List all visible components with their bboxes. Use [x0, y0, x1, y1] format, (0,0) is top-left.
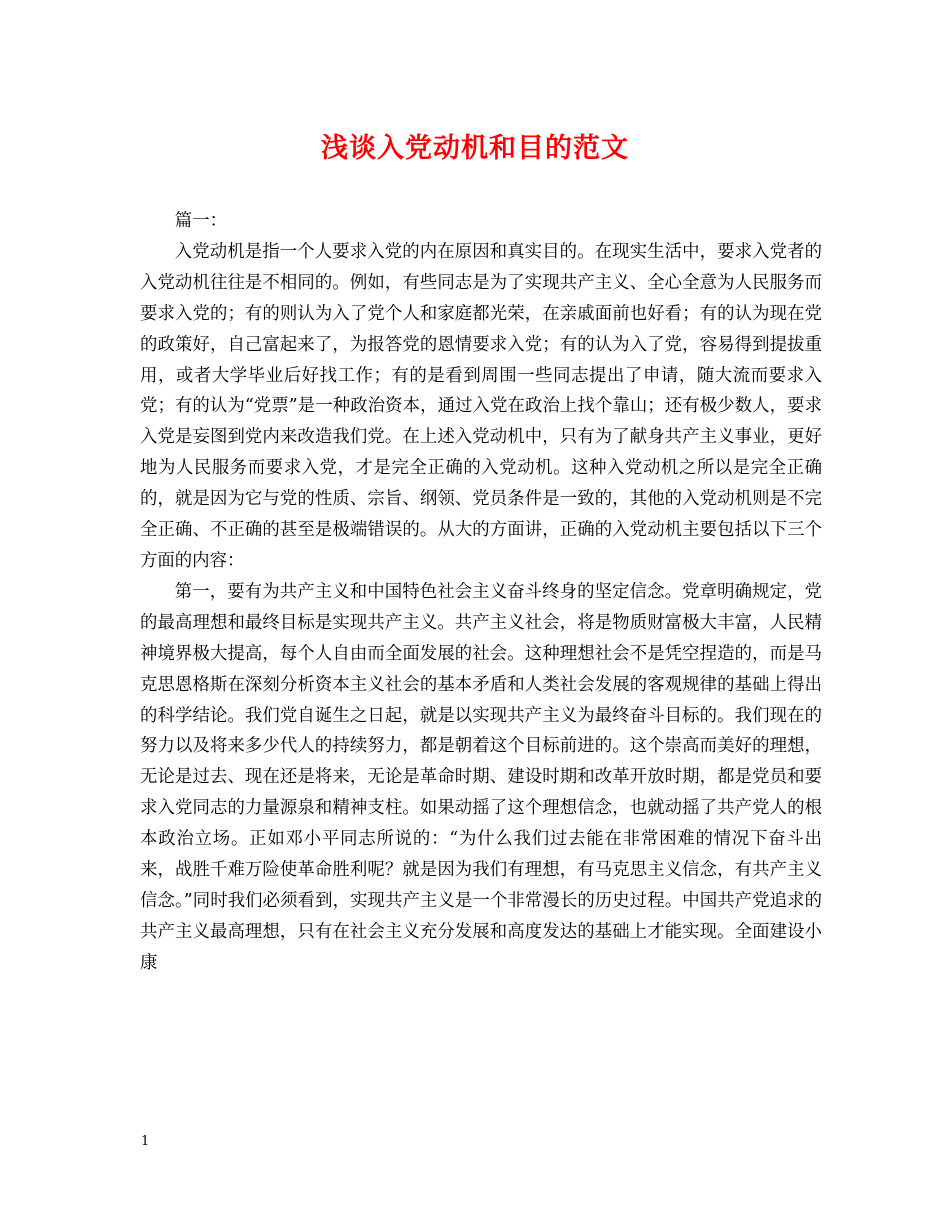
document-body [140, 206, 822, 979]
document-title: 浅谈入党动机和目的范文 [321, 133, 629, 164]
section-label: 篇一： [174, 211, 227, 231]
page-number: 1 [141, 1134, 150, 1149]
paragraph-1: 入党动机是指一个人要求入党的内在原因和真实目的。在现实生活中，要求入党者的入党动机往往是不相同的。例如，有些同志是为了实现共产主义、全心全意为人民服务而要求入党的；有的则认为入了党个人和家庭都光荣，在亲戚面前也好看；有的认为现在党的政策好，自己富起来了，为报答党的恩情要求入党；有的认为入了党，容易得到提拔重用，或者大学毕业后好找工作；有的是看到周围一些同志提出了申请，随大流而要求入党；有的认为“党票”是一种政治资本，通过入党在政治上找个靠山；还有极少数人，要求入党是妄图到党内来改造我们党。在上述入党动机中，只有为了献身共产主义事业，更好地为人民服务而要求入党，才是完全正确的入党动机。这种入党动机之所以是完全正确的，就是因为它与党的性质、宗旨、纲领、党员条件是一致的，其他的入党动机则是不完全正确、不正确的甚至是极端错误的。从大的方面讲，正确的入党动机主要包括以下三个方面的内容： [140, 241, 822, 571]
paragraph-2: 第一，要有为共产主义和中国特色社会主义奋斗终身的坚定信念。党章明确规定，党的最高理想和最终目标是实现共产主义。共产主义社会，将是物质财富极大丰富，人民精神境界极大提高，每个人自由而全面发展的社会。这种理想社会不是凭空捏造的，而是马克思恩格斯在深刻分析资本主义社会的基本矛盾和人类社会发展的客观规律的基础上得出的科学结论。我们党自诞生之日起，就是以实现共产主义为最终奋斗目标的。我们现在的努力以及将来多少代人的持续努力，都是朝着这个目标前进的。这个崇高而美好的理想，无论是过去、现在还是将来，无论是革命时期、建设时期和改革开放时期，都是党员和要求入党同志的力量源泉和精神支柱。如果动摇了这个理想信念，也就动摇了共产党人的根本政治立场。正如邓小平同志所说的：“为什么我们过去能在非常困难的情况下奋斗出来，战胜千难万险使革命胜利呢？就是因为我们有理想，有马克思主义信念，有共产主义信念。”同时我们必须看到，实现共产主义是一个非常漫长的历史过程。中国共产党追求的共产主义最高理想，只有在社会主义充分发展和高度发达的基础上才能实现。全面建设小康 [140, 581, 822, 973]
